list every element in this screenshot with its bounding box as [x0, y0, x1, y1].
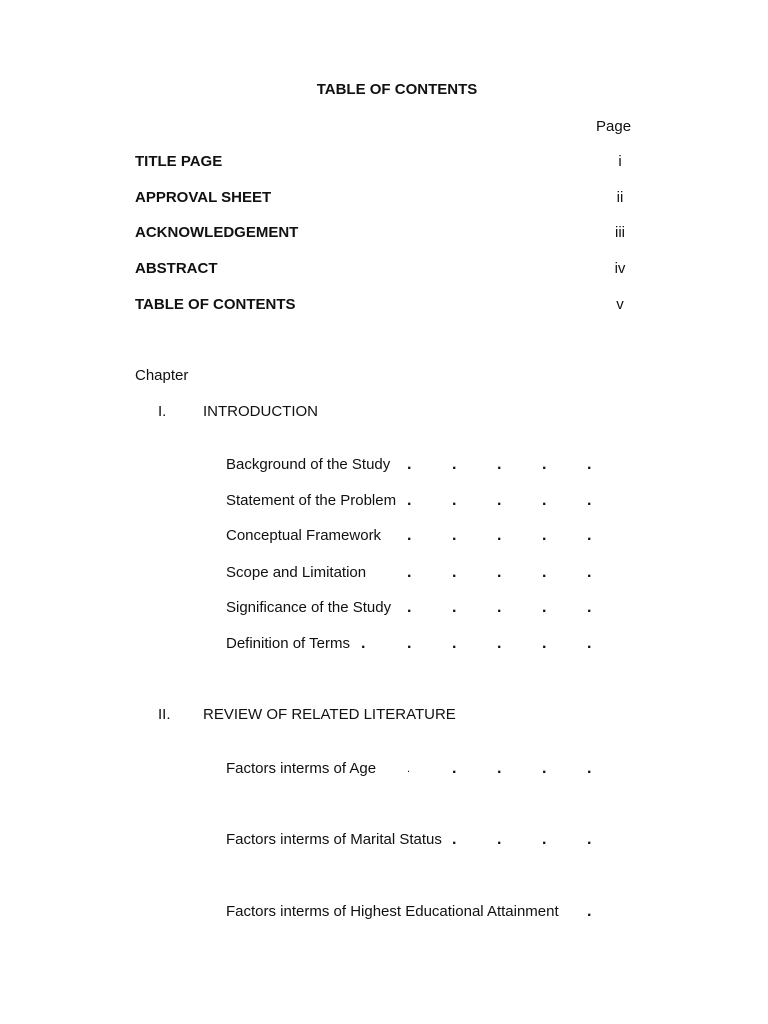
- leader-dot: .: [587, 456, 592, 473]
- chapter-numeral: I.: [158, 403, 167, 420]
- section-entry: Conceptual Framework: [226, 527, 382, 544]
- leader-dot: .: [542, 564, 547, 581]
- leader-dot: .: [452, 527, 457, 544]
- leader-dot: .: [452, 599, 457, 616]
- toc-entry-page: iv: [614, 260, 626, 277]
- leader-dot: .: [452, 492, 457, 509]
- leader-dot: .: [587, 903, 592, 920]
- section-entry: Statement of the Problem: [226, 492, 397, 509]
- leader-dot: .: [452, 760, 457, 777]
- leader-dot: .: [407, 456, 412, 473]
- chapter-numeral: II.: [158, 706, 171, 723]
- chapter-label: Chapter: [135, 367, 189, 384]
- leader-dot: .: [497, 831, 502, 848]
- toc-entry-label: ABSTRACT: [135, 260, 218, 277]
- page-title: TABLE OF CONTENTS: [316, 81, 478, 98]
- page-column-header: Page: [596, 118, 632, 135]
- section-entry: Factors interms of Marital Status: [226, 831, 442, 848]
- toc-entry-label: APPROVAL SHEET: [135, 189, 272, 206]
- section-entry: Significance of the Study: [226, 599, 392, 616]
- leader-dot: .: [407, 763, 411, 775]
- toc-entry-label: TITLE PAGE: [135, 153, 223, 170]
- leader-dot: .: [497, 492, 502, 509]
- leader-dot: .: [497, 527, 502, 544]
- section-entry: Factors interms of Age: [226, 760, 377, 777]
- section-entry: Scope and Limitation: [226, 564, 367, 581]
- leader-dot: .: [497, 564, 502, 581]
- leader-dot: .: [587, 831, 592, 848]
- leader-dot: .: [407, 599, 412, 616]
- section-entry: Definition of Terms: [226, 635, 350, 652]
- leader-dot: .: [542, 635, 547, 652]
- leader-dot: .: [497, 760, 502, 777]
- toc-entry-label: ACKNOWLEDGEMENT: [135, 224, 299, 241]
- leader-dot: .: [587, 599, 592, 616]
- section-entry: Background of the Study: [226, 456, 391, 473]
- leader-dot: .: [407, 527, 412, 544]
- leader-dot: .: [587, 492, 592, 509]
- leader-dot: .: [542, 492, 547, 509]
- leader-dot: .: [542, 831, 547, 848]
- leader-dot: .: [361, 635, 366, 652]
- leader-dot: .: [587, 635, 592, 652]
- toc-entry-page: v: [616, 296, 624, 313]
- leader-dot: .: [587, 564, 592, 581]
- section-entry: Factors interms of Highest Educational Attainment: [226, 903, 559, 920]
- leader-dot: .: [542, 760, 547, 777]
- leader-dot: .: [497, 599, 502, 616]
- toc-entry-page: ii: [616, 189, 624, 206]
- chapter-title: REVIEW OF RELATED LITERATURE: [203, 706, 456, 723]
- leader-dot: .: [407, 492, 412, 509]
- leader-dot: .: [452, 564, 457, 581]
- leader-dot: .: [542, 599, 547, 616]
- leader-dot: .: [497, 635, 502, 652]
- toc-entry-page: iii: [615, 224, 625, 241]
- chapter-title: INTRODUCTION: [203, 403, 318, 420]
- leader-dot: .: [407, 635, 412, 652]
- leader-dot: .: [497, 456, 502, 473]
- leader-dot: .: [407, 564, 412, 581]
- leader-dot: .: [587, 527, 592, 544]
- toc-entry-label: TABLE OF CONTENTS: [135, 296, 296, 313]
- leader-dot: .: [542, 527, 547, 544]
- toc-entry-page: i: [618, 153, 622, 170]
- leader-dot: .: [587, 760, 592, 777]
- leader-dot: .: [452, 635, 457, 652]
- leader-dot: .: [452, 831, 457, 848]
- leader-dot: .: [542, 456, 547, 473]
- leader-dot: .: [452, 456, 457, 473]
